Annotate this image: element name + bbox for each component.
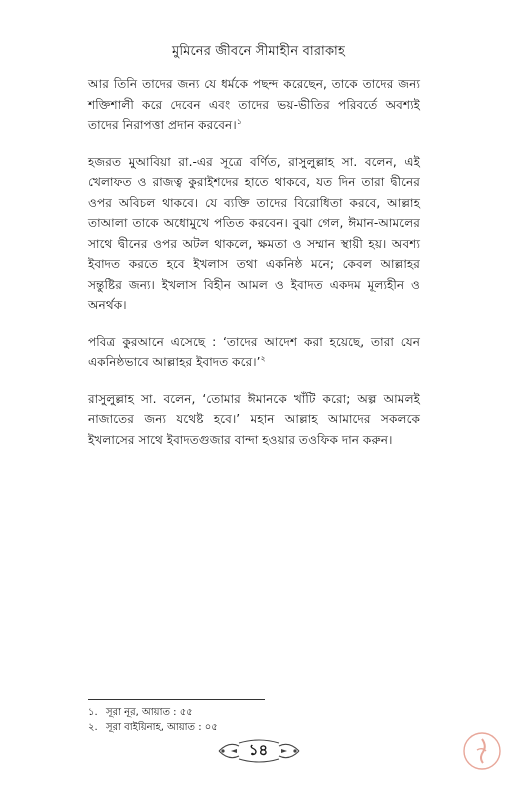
paragraph-text: হজরত মুআবিয়া রা.-এর সূত্রে বর্ণিত, রাসুলুল্লাহ সা. বলেন, এই খেলাফত ও রাজত্ব কুরাইশদের হাতে থাকবে, যত দিন তারা দ্বীনের ওপর অবিচল থাকবে। যে ব্যক্তি তাদের বিরোধিতা করবে, আল্লাহ তাআলা তাকে অধোমুখে পতিত করবেন। বুঝা গেল, ঈমান-আমলের সাথে দ্বীনের ওপর অটল থাকলে, ক্ষমতা ও সম্মান স্থায়ী হয়। অবশ্য ইবাদত করতে হবে ইখলাস তথা একনিষ্ঠ মনে; কেবল আল্লাহর সন্তুষ্টির জন্য। ইখলাস বিহীন আমল ও ইবাদত একদম মূল্যহীন ও অনর্থক। (88, 154, 420, 312)
running-header: মুমিনের জীবনে সীমাহীন বারাকাহ (171, 44, 346, 59)
publisher-logo (461, 730, 503, 772)
footnote-number: ২. (88, 722, 98, 733)
page-footer (0, 738, 517, 764)
footnote-number: ১. (88, 707, 98, 718)
main-text (88, 74, 420, 466)
footnote-item (88, 720, 418, 735)
paragraph-text: পবিত্র কুরআনে এসেছে : ‘তাদের আদেশ করা হয়েছে, তারা যেন একনিষ্ঠভাবে আল্লাহর ইবাদত করে।’ (88, 334, 420, 369)
footnote-ref[interactable]: ১ (236, 116, 242, 126)
footnote-text: সূরা বাইয়িনাহ, আয়াত : ০৫ (106, 722, 218, 733)
footnote-ref[interactable]: ২ (260, 353, 266, 363)
paragraph (88, 332, 420, 373)
paragraph (88, 74, 420, 136)
footnote-divider (88, 699, 265, 700)
page-number-ornament (217, 738, 301, 764)
paragraph-text: রাসুলুল্লাহ সা. বলেন, ‘তোমার ঈমানকে খাঁটি করো; অল্প আমলই নাজাতের জন্য যথেষ্ট হবে।’ মহান আল্লাহ আমাদের সকলকে ইখলাসের সাথে ইবাদতগুজার বান্দা হওয়ার তওফিক দান করুন। (88, 391, 420, 447)
publisher-logo-icon (461, 730, 503, 772)
page-number: ১৪ (248, 740, 269, 759)
footnotes (88, 705, 418, 735)
footnote-text: সূরা নূর, আয়াত : ৫৫ (106, 707, 193, 718)
paragraph (88, 389, 420, 451)
paragraph (88, 152, 420, 316)
paragraph-text: আর তিনি তাদের জন্য যে ধর্মকে পছন্দ করেছেন, তাকে তাদের জন্য শক্তিশালী করে দেবেন এবং তাদের ভয়-ভীতির পরিবর্তে অবশ্যই তাদের নিরাপত্তা প্রদান করবেন। (88, 77, 420, 132)
footnote-item (88, 705, 418, 720)
